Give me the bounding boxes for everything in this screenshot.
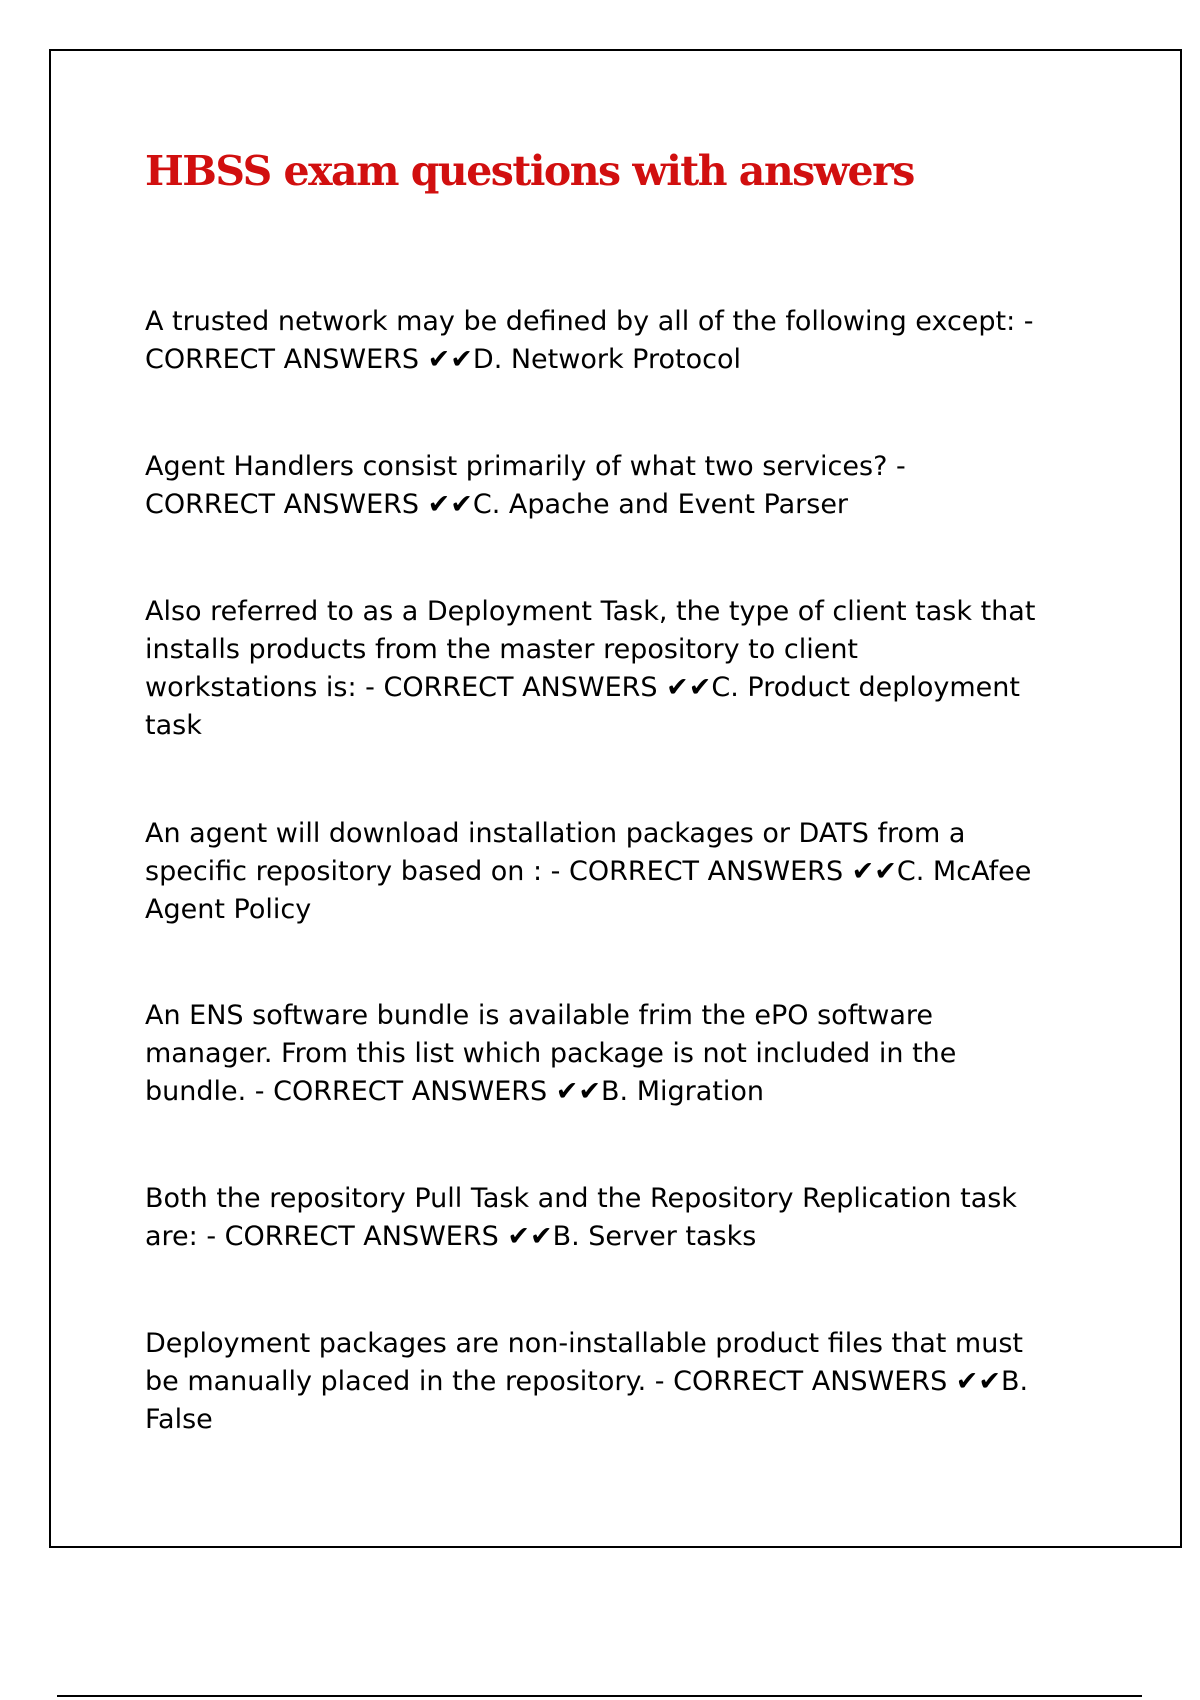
footer-divider — [57, 1695, 1142, 1697]
question-answer-3: Also referred to as a Deployment Task, the type of client task that installs products from the master repository to client workstations is: - CORRECT ANSWERS ✔✔C. Product deployment task — [145, 596, 1036, 741]
question-answer-7: Deployment packages are non-installable product files that must be manually placed in the repository. - CORRECT ANSWERS ✔✔B. False — [145, 1328, 1029, 1435]
page-border — [49, 49, 1182, 1548]
question-answer-6: Both the repository Pull Task and the Repository Replication task are: - CORRECT ANSWERS ✔✔B. Server tasks — [145, 1183, 1017, 1252]
question-answer-1: A trusted network may be defined by all of the following except: - CORRECT ANSWERS ✔✔D. Network Protocol — [145, 306, 1034, 375]
document-title: HBSS exam questions with answers — [145, 147, 914, 195]
question-answer-4: An agent will download installation packages or DATS from a specific repository based on : - CORRECT ANSWERS ✔✔C. McAfee Agent Policy — [145, 818, 1032, 925]
question-answer-5: An ENS software bundle is available frim the ePO software manager. From this list which package is not included in the bundle. - CORRECT ANSWERS ✔✔B. Migration — [145, 1000, 957, 1107]
question-answer-2: Agent Handlers consist primarily of what two services? - CORRECT ANSWERS ✔✔C. Apache and Event Parser — [145, 451, 906, 520]
